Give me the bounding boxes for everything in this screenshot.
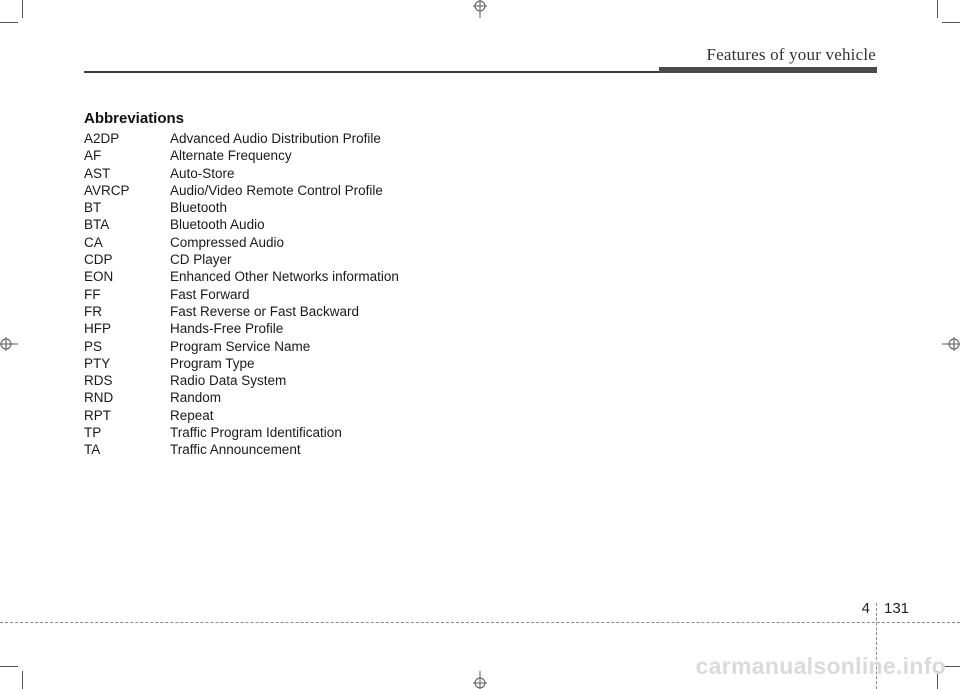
abbreviation-code: FR bbox=[84, 303, 102, 319]
abbreviation-code: BT bbox=[84, 200, 102, 216]
abbreviation-code: RPT bbox=[84, 407, 111, 423]
list-item bbox=[84, 216, 399, 233]
abbreviation-code: RDS bbox=[84, 373, 113, 389]
list-item bbox=[84, 407, 399, 424]
abbreviation-description: Traffic Program Identification bbox=[170, 425, 342, 441]
list-item bbox=[84, 182, 399, 199]
abbreviation-description: Alternate Frequency bbox=[170, 148, 292, 164]
header-divider bbox=[84, 71, 659, 73]
abbreviation-code: AST bbox=[84, 165, 111, 181]
abbreviation-code: BTA bbox=[84, 217, 110, 233]
abbreviation-code: RND bbox=[84, 390, 114, 406]
crop-mark bbox=[22, 671, 23, 689]
abbreviation-code: PTY bbox=[84, 355, 111, 371]
abbreviation-description: Bluetooth bbox=[170, 200, 228, 216]
abbreviation-description: Bluetooth Audio bbox=[170, 217, 265, 233]
abbreviation-code: CA bbox=[84, 234, 103, 250]
abbreviation-description: Compressed Audio bbox=[170, 234, 285, 250]
page-number: 131 bbox=[884, 600, 910, 617]
registration-mark-icon bbox=[0, 335, 18, 353]
abbreviation-description: Audio/Video Remote Control Profile bbox=[170, 182, 383, 198]
abbreviation-description: Traffic Announcement bbox=[170, 442, 301, 458]
list-item bbox=[84, 338, 399, 355]
list-item bbox=[84, 355, 399, 372]
list-item bbox=[84, 286, 399, 303]
chapter-title: Features of your vehicle bbox=[706, 45, 876, 64]
abbreviation-code: EON bbox=[84, 269, 114, 285]
chapter-number: 4 bbox=[861, 600, 870, 617]
abbreviation-code: CDP bbox=[84, 252, 113, 268]
list-item bbox=[84, 165, 399, 182]
list-item bbox=[84, 389, 399, 406]
abbreviation-description: Program Service Name bbox=[170, 338, 311, 354]
list-item bbox=[84, 268, 399, 285]
abbreviation-code: A2DP bbox=[84, 131, 120, 146]
abbreviation-description: Repeat bbox=[170, 407, 214, 423]
abbreviation-list bbox=[84, 130, 399, 459]
list-item bbox=[84, 130, 399, 147]
abbreviation-description: Enhanced Other Networks information bbox=[170, 269, 399, 285]
list-item bbox=[84, 234, 399, 251]
list-item bbox=[84, 199, 399, 216]
list-item bbox=[84, 303, 399, 320]
registration-mark-icon bbox=[942, 335, 960, 353]
abbreviation-code: AVRCP bbox=[84, 182, 130, 198]
abbreviation-description: CD Player bbox=[170, 252, 232, 268]
abbreviation-code: FF bbox=[84, 286, 101, 302]
abbreviation-description: Program Type bbox=[170, 355, 255, 371]
abbreviation-description: Auto-Store bbox=[170, 165, 235, 181]
abbreviation-code: PS bbox=[84, 338, 103, 354]
footer-divider bbox=[0, 622, 960, 623]
abbreviation-code: HFP bbox=[84, 321, 111, 337]
section-heading: Abbreviations bbox=[84, 110, 185, 127]
list-item bbox=[84, 441, 399, 458]
registration-mark-icon bbox=[471, 671, 489, 689]
crop-mark bbox=[22, 0, 23, 18]
watermark: carmanualsonline.info bbox=[695, 653, 946, 679]
crop-mark bbox=[937, 0, 938, 18]
list-item bbox=[84, 372, 399, 389]
list-item bbox=[84, 320, 399, 337]
list-item bbox=[84, 251, 399, 268]
abbreviation-description: Radio Data System bbox=[170, 373, 287, 389]
abbreviation-description: Fast Forward bbox=[170, 286, 250, 302]
abbreviation-description: Hands-Free Profile bbox=[170, 321, 284, 337]
crop-mark bbox=[0, 666, 18, 667]
crop-mark bbox=[942, 22, 960, 23]
header-tab-bar bbox=[659, 67, 877, 73]
crop-mark bbox=[0, 22, 18, 23]
abbreviation-description: Advanced Audio Distribution Profile bbox=[170, 131, 381, 146]
abbreviation-code: TA bbox=[84, 442, 101, 458]
list-item bbox=[84, 424, 399, 441]
abbreviation-code: TP bbox=[84, 425, 102, 441]
registration-mark-icon bbox=[471, 0, 489, 18]
abbreviation-description: Random bbox=[170, 390, 222, 406]
abbreviation-code: AF bbox=[84, 148, 102, 164]
list-item bbox=[84, 147, 399, 164]
abbreviation-description: Fast Reverse or Fast Backward bbox=[170, 303, 360, 319]
